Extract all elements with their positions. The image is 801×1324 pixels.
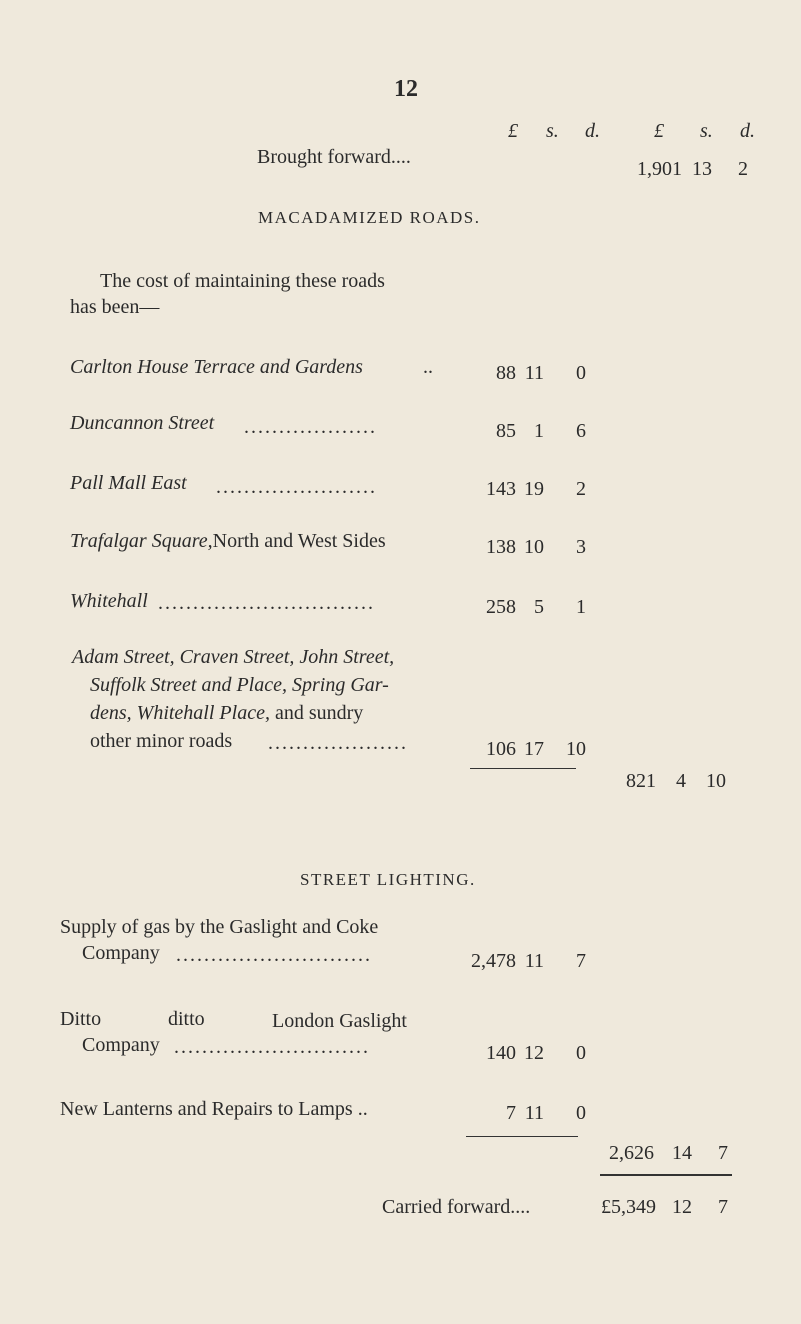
duncannon-label: Duncannon Street <box>70 412 215 434</box>
macadamized-subtotal-rule <box>470 768 576 769</box>
carried-forward-rule <box>600 1174 732 1176</box>
carlton-pounds: 88 <box>496 362 516 384</box>
adam-pence: 10 <box>566 738 586 760</box>
trafalgar-label-name: Trafalgar Square, <box>70 530 213 552</box>
gas2-ditto1: Ditto <box>60 1008 102 1030</box>
trafalgar-label <box>70 530 386 553</box>
brought-forward-shillings: 13 <box>692 158 712 180</box>
macadamized-heading: MACADAMIZED ROADS. <box>258 208 481 227</box>
col2-shilling-header: s. <box>700 120 713 142</box>
pall-mall-label: Pall Mall East <box>70 472 187 494</box>
whitehall-pounds: 258 <box>486 596 516 618</box>
lighting-total-pounds: 2,626 <box>609 1142 654 1164</box>
brought-forward-pence: 2 <box>738 158 748 180</box>
gas1-pounds: 2,478 <box>471 950 516 972</box>
gas1-leader: ............................ <box>176 944 372 966</box>
gas2-leader: ............................ <box>174 1036 370 1058</box>
macadamized-intro-line2: has been— <box>70 296 160 318</box>
whitehall-pence: 1 <box>576 596 586 618</box>
pall-mall-shillings: 19 <box>524 478 544 500</box>
carlton-label: Carlton House Terrace and Gardens <box>70 356 363 378</box>
lanterns-shillings: 11 <box>524 1102 544 1124</box>
col2-pound-header: £ <box>654 120 664 142</box>
duncannon-leader: ................... <box>244 416 377 438</box>
trafalgar-label-suffix: North and West Sides <box>212 530 386 552</box>
col2-pence-header: d. <box>740 120 755 142</box>
adam-line1: Adam Street, Craven Street, John Street, <box>72 646 395 668</box>
lighting-total-shillings: 14 <box>672 1142 692 1164</box>
page-number: 12 <box>394 76 418 102</box>
whitehall-shillings: 5 <box>534 596 544 618</box>
pall-mall-pounds: 143 <box>486 478 516 500</box>
pall-mall-leader: ....................... <box>216 476 377 498</box>
gas1-line1: Supply of gas by the Gaslight and Coke <box>60 916 379 938</box>
carried-forward-pounds: £5,349 <box>601 1196 656 1218</box>
col-pence-header: d. <box>585 120 600 142</box>
duncannon-shillings: 1 <box>534 420 544 442</box>
carlton-pence: 0 <box>576 362 586 384</box>
adam-pounds: 106 <box>486 738 516 760</box>
carried-forward-shillings: 12 <box>672 1196 692 1218</box>
trafalgar-shillings: 10 <box>524 536 544 558</box>
lanterns-pence: 0 <box>576 1102 586 1124</box>
macadamized-total-pence: 10 <box>706 770 726 792</box>
gas1-pence: 7 <box>576 950 586 972</box>
duncannon-pence: 6 <box>576 420 586 442</box>
lighting-heading: STREET LIGHTING. <box>300 870 476 889</box>
carried-forward-label: Carried forward.... <box>382 1196 531 1218</box>
adam-line4: other minor roads <box>90 730 233 752</box>
gas2-london: London Gaslight <box>272 1010 407 1032</box>
lighting-total-pence: 7 <box>718 1142 728 1164</box>
macadamized-total-pounds: 821 <box>626 770 656 792</box>
gas1-shillings: 11 <box>524 950 544 972</box>
adam-line3 <box>90 702 363 725</box>
trafalgar-pounds: 138 <box>486 536 516 558</box>
carried-forward-pence: 7 <box>718 1196 728 1218</box>
whitehall-label: Whitehall <box>70 590 148 612</box>
macadamized-intro-line1: The cost of maintaining these roads <box>100 270 385 292</box>
duncannon-pounds: 85 <box>496 420 516 442</box>
carlton-leader: .. <box>423 356 433 378</box>
brought-forward-pounds: 1,901 <box>637 158 682 180</box>
adam-line3-italic: dens, Whitehall Place, <box>90 702 270 724</box>
col-shilling-header: s. <box>546 120 559 142</box>
gas2-pounds: 140 <box>486 1042 516 1064</box>
col-pound-header: £ <box>508 120 518 142</box>
lighting-subtotal-rule <box>466 1136 578 1137</box>
pall-mall-pence: 2 <box>576 478 586 500</box>
gas2-line2: Company <box>82 1034 160 1056</box>
gas2-ditto2: ditto <box>168 1008 205 1030</box>
whitehall-leader: ............................... <box>158 592 375 614</box>
macadamized-total-shillings: 4 <box>676 770 686 792</box>
adam-shillings: 17 <box>524 738 544 760</box>
lanterns-pounds: 7 <box>506 1102 516 1124</box>
carlton-shillings: 11 <box>524 362 544 384</box>
gas1-line2: Company <box>82 942 160 964</box>
gas2-pence: 0 <box>576 1042 586 1064</box>
adam-line3-rest: and sundry <box>274 702 364 724</box>
gas2-shillings: 12 <box>524 1042 544 1064</box>
brought-forward-label: Brought forward.... <box>257 146 411 168</box>
lanterns-label: New Lanterns and Repairs to Lamps .. <box>60 1098 368 1120</box>
adam-leader: .................... <box>268 732 408 754</box>
adam-line2: Suffolk Street and Place, Spring Gar- <box>90 674 389 696</box>
trafalgar-pence: 3 <box>576 536 586 558</box>
